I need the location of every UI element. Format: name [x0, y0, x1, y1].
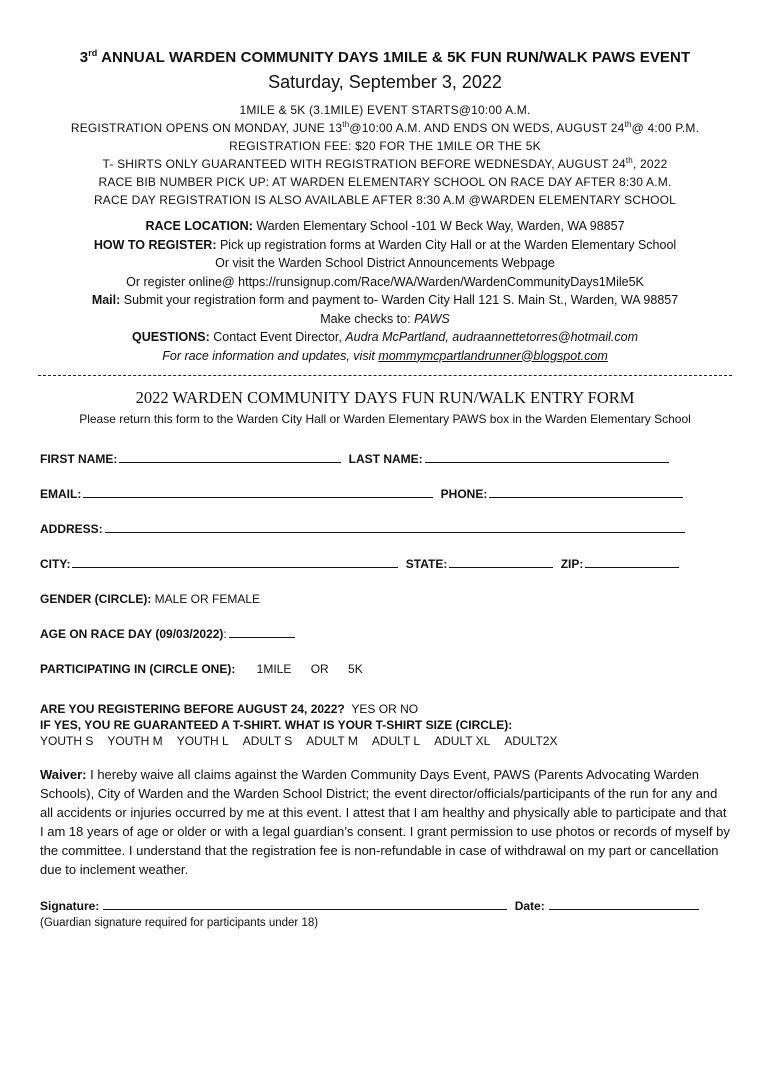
detail-registration-window: REGISTRATION OPENS ON MONDAY, JUNE 13th@10:00 A.M. AND ENDS ON WEDS, AUGUST 24th@ 4:00 P.M. [70, 120, 700, 135]
first-name-label: FIRST NAME: [40, 452, 118, 466]
size-option[interactable]: ADULT L [371, 734, 421, 748]
city-label: CITY: [40, 557, 71, 571]
mail-instructions: Mail: Submit your registration form and payment to- Warden City Hall 121 S. Main St., Warden, WA 98857 [91, 293, 679, 307]
gender-options[interactable]: MALE OR FEMALE [151, 592, 261, 606]
waiver-paragraph [40, 765, 730, 879]
event-date: Saturday, September 3, 2022 [268, 72, 502, 92]
zip-label: ZIP: [560, 557, 584, 571]
how-to-register: HOW TO REGISTER: Pick up registration forms at Warden City Hall or at the Warden Elementary School [93, 237, 677, 252]
size-option[interactable]: ADULT S [242, 734, 293, 748]
email-label: EMAIL: [40, 487, 82, 501]
size-option[interactable]: YOUTH M [107, 734, 163, 748]
option-1mile[interactable]: 1MILE [256, 662, 292, 676]
first-name-field[interactable] [119, 461, 341, 463]
tshirt-question: IF YES, YOU RE GUARANTEED A T-SHIRT. WHAT IS YOUR T-SHIRT SIZE (CIRCLE): [40, 718, 513, 732]
address-field[interactable] [105, 531, 685, 533]
gender-row [40, 582, 730, 617]
signature-label: Signature: [40, 899, 100, 913]
detail-race-day-registration: RACE DAY REGISTRATION IS ALSO AVAILABLE AFTER 8:30 A.M @WARDEN ELEMENTARY SCHOOL [93, 193, 677, 207]
contact-row [40, 477, 730, 512]
make-checks: Make checks to: PAWS [320, 311, 450, 326]
tshirt-section [40, 701, 730, 749]
detail-start-time: 1MILE & 5K (3.1MILE) EVENT STARTS@10:00 A.M. [239, 103, 531, 117]
zip-field[interactable] [585, 566, 679, 568]
age-label: AGE ON RACE DAY (09/03/2022) [40, 627, 224, 641]
event-info [40, 217, 730, 365]
size-option[interactable]: YOUTH S [40, 734, 94, 748]
updates-info: For race information and updates, visit mommymcpartlandrunner@blogspot.com [162, 348, 608, 363]
date-field[interactable] [549, 908, 699, 910]
guardian-note: (Guardian signature required for participants under 18) [40, 917, 319, 929]
event-title [40, 48, 730, 66]
participating-row [40, 652, 730, 687]
city-field[interactable] [72, 566, 398, 568]
phone-field[interactable] [489, 496, 683, 498]
event-details [40, 101, 730, 209]
email-field[interactable] [83, 496, 433, 498]
name-row [40, 442, 730, 477]
title-ordinal: rd [88, 48, 98, 58]
registration-form-page [0, 48, 770, 1072]
blog-link[interactable]: mommymcpartlandrunner@blogspot.com [378, 348, 608, 363]
title-number: 3 [79, 49, 89, 66]
city-row [40, 547, 730, 582]
size-option[interactable]: ADULT2X [504, 734, 558, 748]
date-label: Date: [514, 899, 545, 913]
signature-field[interactable] [103, 908, 507, 910]
address-row [40, 512, 730, 547]
size-option[interactable]: ADULT M [306, 734, 358, 748]
detail-fee: REGISTRATION FEE: $20 FOR THE 1MILE OR THE 5K [229, 139, 541, 153]
race-location: RACE LOCATION: Warden Elementary School -101 W Beck Way, Warden, WA 98857 [145, 219, 625, 233]
waiver-text: I hereby waive all claims against the Warden Community Days Event, PAWS (Parents Advocating Warden Schools), City of Warden and the Warden School District; the event director/officials/participants of the run for any and all accidents or injuries occurred by me at this event. I attest that I am healthy and physically able to participate and that I am 18 years of age or older or with a legal guardian’s consent. I grant permission to use photos or records of myself by the committee. I understand that the registration fee is non-refundable in case of withdrawal on my part or cancellation due to inclement weather. [40, 767, 730, 877]
gender-label: GENDER (CIRCLE): [40, 592, 152, 606]
title-text: ANNUAL WARDEN COMMUNITY DAYS 1MILE & 5K FUN RUN/WALK PAWS EVENT [97, 49, 691, 66]
tshirt-size-options [40, 733, 730, 749]
age-field[interactable] [229, 636, 295, 638]
entry-form-subtitle: Please return this form to the Warden City Hall or Warden Elementary PAWS box in the Warden Elementary School [79, 412, 691, 426]
state-field[interactable] [449, 566, 553, 568]
phone-label: PHONE: [440, 487, 488, 501]
address-label: ADDRESS: [40, 522, 103, 536]
register-webpage: Or visit the Warden School District Announcements Webpage [215, 256, 555, 270]
detail-bib-pickup: RACE BIB NUMBER PICK UP: AT WARDEN ELEMENTARY SCHOOL ON RACE DAY AFTER 8:30 A.M. [98, 175, 672, 189]
questions-contact: QUESTIONS: Contact Event Director, Audra McPartland, audraannettetorres@hotmail.com [132, 330, 638, 344]
participating-label: PARTICIPATING IN (CIRCLE ONE): [40, 662, 236, 676]
register-before-question: ARE YOU REGISTERING BEFORE AUGUST 24, 2022? YES OR NO [40, 702, 419, 716]
cut-line-divider [38, 375, 732, 376]
register-online: Or register online@ https://runsignup.com/Race/WA/Warden/WardenCommunityDays1Mile5K [126, 274, 644, 289]
option-or: OR [310, 662, 329, 676]
size-option[interactable]: ADULT XL [434, 734, 491, 748]
size-option[interactable]: YOUTH L [176, 734, 229, 748]
entry-form-title: 2022 WARDEN COMMUNITY DAYS FUN RUN/WALK ENTRY FORM [135, 388, 635, 407]
detail-tshirts: T- SHIRTS ONLY GUARANTEED WITH REGISTRATION BEFORE WEDNESDAY, AUGUST 24th, 2022 [102, 156, 668, 171]
register-before-options[interactable]: YES OR NO [351, 702, 419, 716]
age-row: AGE ON RACE DAY (09/03/2022): [40, 617, 730, 652]
last-name-field[interactable] [425, 461, 669, 463]
option-5k[interactable]: 5K [348, 662, 363, 676]
waiver-label: Waiver: [40, 767, 87, 782]
last-name-label: LAST NAME: [348, 452, 423, 466]
state-label: STATE: [405, 557, 448, 571]
signature-row [40, 899, 730, 913]
